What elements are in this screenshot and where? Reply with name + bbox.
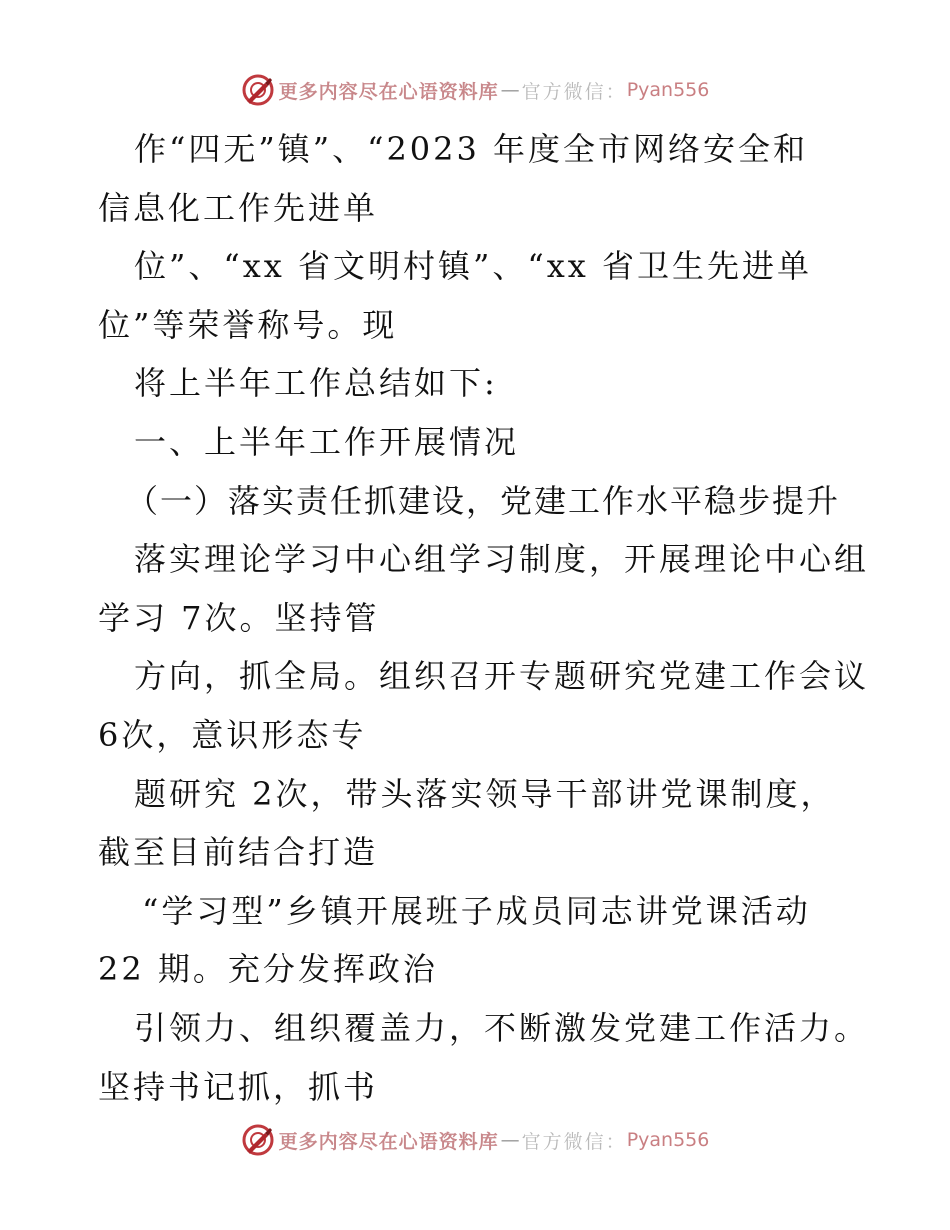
header-watermark	[0, 70, 950, 110]
watermark-separator: —	[500, 1129, 520, 1151]
watermark-official-label: 官方微信：	[521, 80, 627, 103]
text-line: 将上半年工作总结如下:	[134, 364, 498, 403]
watermark-main-text: 更多内容尽在心语资料库	[278, 80, 499, 103]
text-line: 信息化工作先进单	[98, 188, 379, 227]
section-heading: 一、上半年工作开展情况	[134, 422, 520, 461]
text-line: 方向，抓全局。组织召开专题研究党建工作会议	[134, 657, 870, 696]
text-line: 落实理论学习中心组学习制度，开展理论中心组	[134, 540, 870, 579]
text-line: 位”等荣誉称号。现	[98, 305, 398, 344]
watermark-main-text: 更多内容尽在心语资料库	[278, 1130, 499, 1153]
text-line: 引领力、组织覆盖力，不断激发党建工作活力。	[134, 1008, 870, 1047]
text-line: 6次，意识形态专	[98, 715, 367, 754]
text-line: “学习型”乡镇开展班子成员同志讲党课活动	[142, 891, 811, 930]
watermark-official-label: 官方微信：	[521, 1130, 627, 1153]
pen-logo-icon	[241, 73, 275, 107]
pen-logo-icon	[241, 1123, 275, 1157]
document-body	[98, 120, 870, 1116]
subsection-heading: （一）落实责任抓建设，党建工作水平稳步提升	[126, 481, 841, 520]
watermark-wechat-id: Pyan556	[626, 1129, 710, 1151]
watermark-separator: —	[500, 79, 520, 101]
watermark-wechat-id: Pyan556	[626, 79, 710, 101]
text-line: 学习 7次。坚持管	[98, 598, 380, 637]
text-line: 题研究 2次，带头落实领导干部讲党课制度，	[134, 774, 836, 813]
text-line: 截至目前结合打造	[98, 833, 379, 872]
footer-watermark	[0, 1120, 950, 1160]
text-line: 22 期。充分发挥政治	[98, 950, 438, 989]
text-line: 位”、“xx 省文明村镇”、“xx 省卫生先进单	[134, 247, 812, 286]
text-line: 作“四无”镇”、“2023 年度全市网络安全和	[134, 130, 809, 168]
text-line: 坚持书记抓，抓书	[98, 1067, 379, 1106]
